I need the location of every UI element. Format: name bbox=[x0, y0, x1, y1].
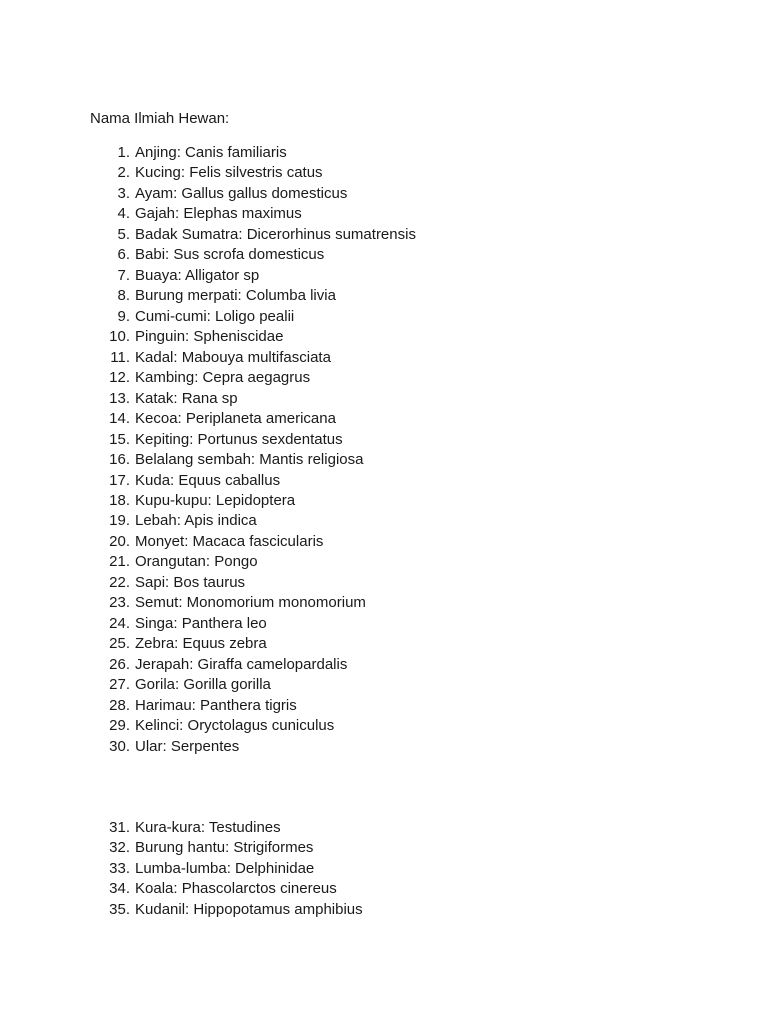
list-item-text: Anjing: Canis familiaris bbox=[135, 144, 287, 161]
list-item-text: Badak Sumatra: Dicerorhinus sumatrensis bbox=[135, 225, 416, 243]
list-item-text: Harimau: Panthera tigris bbox=[135, 696, 297, 714]
list-item-text: Ayam: Gallus gallus domesticus bbox=[135, 184, 348, 202]
list-item-text: Kecoa: Periplaneta americana bbox=[135, 410, 336, 428]
list-item-text: Katak: Rana sp bbox=[135, 389, 238, 407]
list-item-number: 31. bbox=[109, 819, 130, 836]
list-item-number: 25. bbox=[109, 635, 130, 653]
list-item-number: 15. bbox=[109, 430, 130, 448]
list-item-number: 28. bbox=[109, 696, 130, 714]
list-item-text: Kambing: Cepra aegagrus bbox=[135, 369, 311, 387]
list-item-number: 4. bbox=[117, 205, 130, 223]
list-item-number: 18. bbox=[109, 491, 130, 509]
list-item-text: Monyet: Macaca fascicularis bbox=[135, 532, 324, 550]
list-item-number: 1. bbox=[117, 144, 130, 161]
list-item-text: Singa: Panthera leo bbox=[135, 614, 267, 632]
list-item-number: 5. bbox=[117, 225, 130, 243]
list-item-text: Lumba-lumba: Delphinidae bbox=[135, 859, 315, 877]
list-item-number: 7. bbox=[117, 266, 130, 284]
list-item-text: Gajah: Elephas maximus bbox=[135, 205, 302, 223]
list-item-number: 20. bbox=[109, 532, 130, 550]
list-item-number: 3. bbox=[117, 184, 130, 202]
list-item-number: 34. bbox=[109, 880, 130, 898]
list-item-text: Burung merpati: Columba livia bbox=[135, 287, 336, 305]
list-item-number: 16. bbox=[109, 451, 130, 469]
list-item-number: 19. bbox=[109, 512, 130, 530]
list-item-number: 13. bbox=[109, 389, 130, 407]
list-item-number: 11. bbox=[110, 348, 130, 366]
list-item-text: Kudanil: Hippopotamus amphibius bbox=[135, 900, 363, 918]
list-item-text: Zebra: Equus zebra bbox=[135, 635, 267, 653]
list-item-text: Koala: Phascolarctos cinereus bbox=[135, 880, 337, 898]
list-item-text: Buaya: Alligator sp bbox=[135, 266, 260, 284]
list-item-number: 6. bbox=[117, 246, 130, 264]
list-item-text: Cumi-cumi: Loligo pealii bbox=[135, 307, 295, 325]
list-item-number: 22. bbox=[109, 573, 130, 591]
list-item-number: 21. bbox=[109, 553, 130, 571]
list-item-text: Kura-kura: Testudines bbox=[135, 819, 281, 836]
list-item-text: Kupu-kupu: Lepidoptera bbox=[135, 491, 296, 509]
list-item-text: Kucing: Felis silvestris catus bbox=[135, 164, 323, 182]
list-item-number: 8. bbox=[117, 287, 130, 305]
list-item-text: Lebah: Apis indica bbox=[135, 512, 257, 530]
list-item-text: Gorila: Gorilla gorilla bbox=[135, 676, 271, 694]
list-item-text: Sapi: Bos taurus bbox=[135, 573, 246, 591]
list-item-text: Belalang sembah: Mantis religiosa bbox=[135, 451, 364, 469]
list-item-text: Kadal: Mabouya multifasciata bbox=[135, 348, 331, 366]
list-item-number: 29. bbox=[109, 717, 130, 735]
list-item-text: Pinguin: Spheniscidae bbox=[135, 328, 284, 346]
list-item-text: Kuda: Equus caballus bbox=[135, 471, 281, 489]
list-item-text: Ular: Serpentes bbox=[135, 737, 240, 755]
list-item-number: 27. bbox=[109, 676, 130, 694]
list-item-number: 2. bbox=[117, 164, 130, 182]
list-item-number: 12. bbox=[109, 369, 130, 387]
list-item-text: Jerapah: Giraffa camelopardalis bbox=[135, 655, 348, 673]
list-item-number: 26. bbox=[109, 655, 130, 673]
list-item-text: Burung hantu: Strigiformes bbox=[135, 839, 314, 857]
list-item-text: Kepiting: Portunus sexdentatus bbox=[135, 430, 343, 448]
list-item-text: Kelinci: Oryctolagus cuniculus bbox=[135, 717, 335, 735]
list-item-number: 10. bbox=[109, 328, 130, 346]
list-item-number: 24. bbox=[109, 614, 130, 632]
document-title: Nama Ilmiah Hewan: bbox=[90, 110, 230, 127]
list-item-number: 14. bbox=[109, 410, 130, 428]
list-item-text: Semut: Monomorium monomorium bbox=[135, 594, 366, 612]
list-item-number: 17. bbox=[109, 471, 130, 489]
list-item-number: 30. bbox=[109, 737, 130, 755]
list-item-number: 23. bbox=[109, 594, 130, 612]
list-item-number: 32. bbox=[109, 839, 130, 857]
list-item-number: 35. bbox=[109, 900, 130, 918]
list-item-text: Babi: Sus scrofa domesticus bbox=[135, 246, 325, 264]
list-item-text: Orangutan: Pongo bbox=[135, 553, 258, 571]
list-item-number: 33. bbox=[109, 859, 130, 877]
list-item-number: 9. bbox=[117, 307, 130, 325]
